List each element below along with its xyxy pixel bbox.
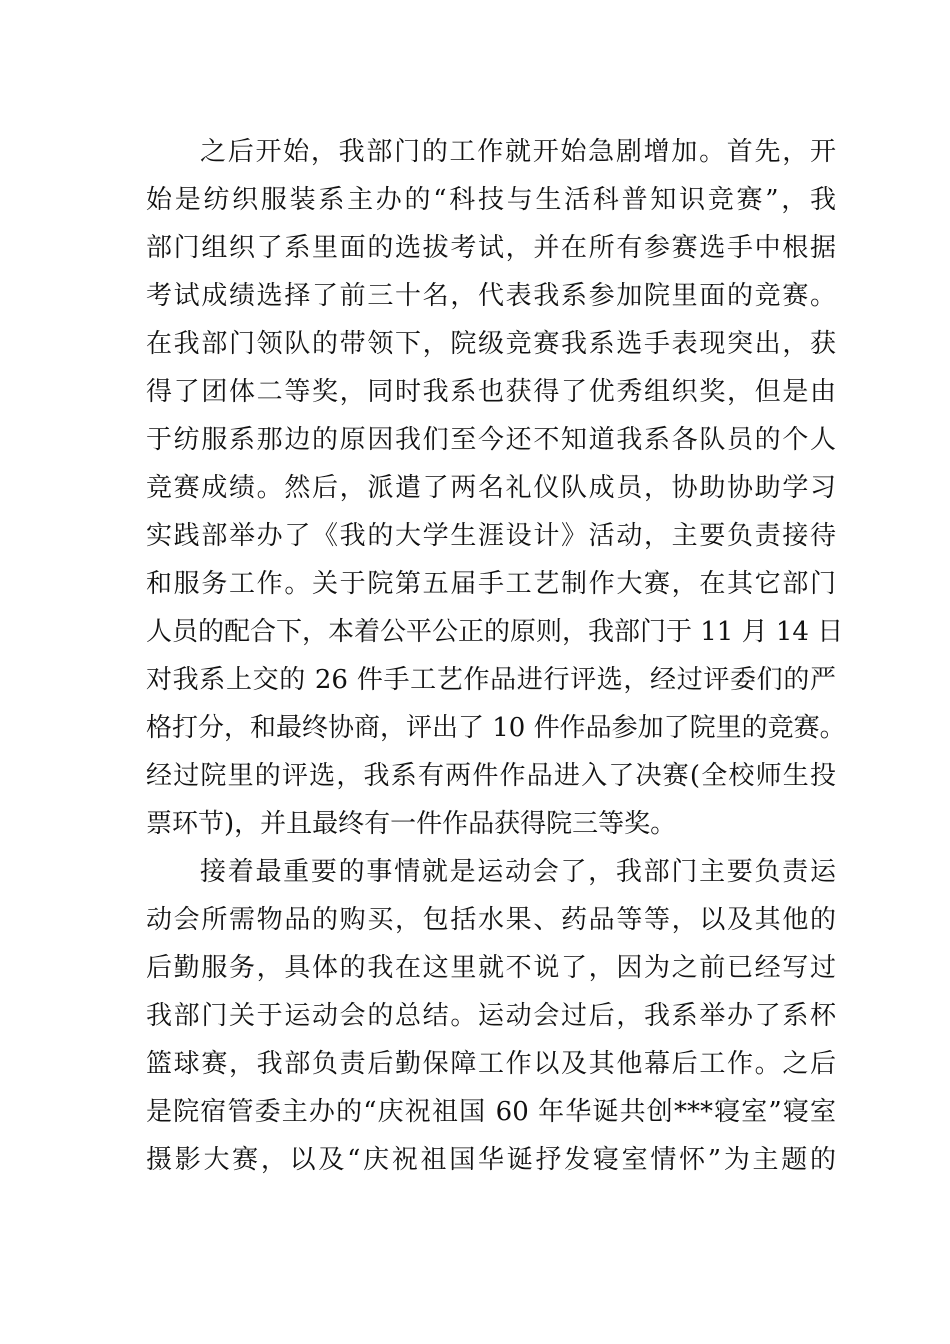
paragraph-1-line-9: 实践部举办了《我的大学生涯设计》活动，主要负责接待	[146, 521, 836, 551]
paragraph-1-line-8: 竞赛成绩。然后，派遣了两名礼仪队成员，协助协助学习	[146, 473, 836, 503]
paragraph-1-line-10: 和服务工作。关于院第五届手工艺制作大赛，在其它部门	[146, 569, 836, 599]
paragraph-1-line-12: 对我系上交的 26 件手工艺作品进行评选，经过评委们的严	[146, 665, 836, 695]
paragraph-2-line-1: 接着最重要的事情就是运动会了，我部门主要负责运	[200, 857, 836, 887]
paragraph-1-line-14: 经过院里的评选，我系有两件作品进入了决赛(全校师生投	[146, 761, 836, 791]
paragraph-1-line-7: 于纺服系那边的原因我们至今还不知道我系各队员的个人	[146, 425, 836, 455]
paragraph-1-line-11: 人员的配合下，本着公平公正的原则，我部门于 11 月 14 日	[146, 617, 844, 647]
paragraph-1-line-15: 票环节)，并且最终有一件作品获得院三等奖。	[146, 809, 677, 839]
paragraph-1-line-1: 之后开始，我部门的工作就开始急剧增加。首先，开	[200, 137, 836, 167]
paragraph-2-line-4: 我部门关于运动会的总结。运动会过后，我系举办了系杯	[146, 1001, 836, 1031]
paragraph-1-line-6: 得了团体二等奖，同时我系也获得了优秀组织奖，但是由	[146, 377, 836, 407]
paragraph-2-line-7: 摄影大赛，以及“庆祝祖国华诞抒发寝室情怀”为主题的	[146, 1145, 836, 1175]
paragraph-1-line-3: 部门组织了系里面的选拔考试，并在所有参赛选手中根据	[146, 233, 836, 263]
paragraph-1-line-5: 在我部门领队的带领下，院级竞赛我系选手表现突出，获	[146, 329, 836, 359]
paragraph-1-line-4: 考试成绩选择了前三十名，代表我系参加院里面的竞赛。	[146, 281, 836, 311]
paragraph-2-line-3: 后勤服务，具体的我在这里就不说了，因为之前已经写过	[146, 953, 836, 983]
paragraph-2-line-6: 是院宿管委主办的“庆祝祖国 60 年华诞共创***寝室”寝室	[146, 1097, 836, 1127]
paragraph-2-line-5: 篮球赛，我部负责后勤保障工作以及其他幕后工作。之后	[146, 1049, 836, 1079]
paragraph-2-line-2: 动会所需物品的购买，包括水果、药品等等，以及其他的	[146, 905, 836, 935]
paragraph-1-line-2: 始是纺织服装系主办的“科技与生活科普知识竞赛”，我	[146, 185, 836, 215]
paragraph-1-line-13: 格打分，和最终协商，评出了 10 件作品参加了院里的竞赛。	[146, 713, 846, 743]
